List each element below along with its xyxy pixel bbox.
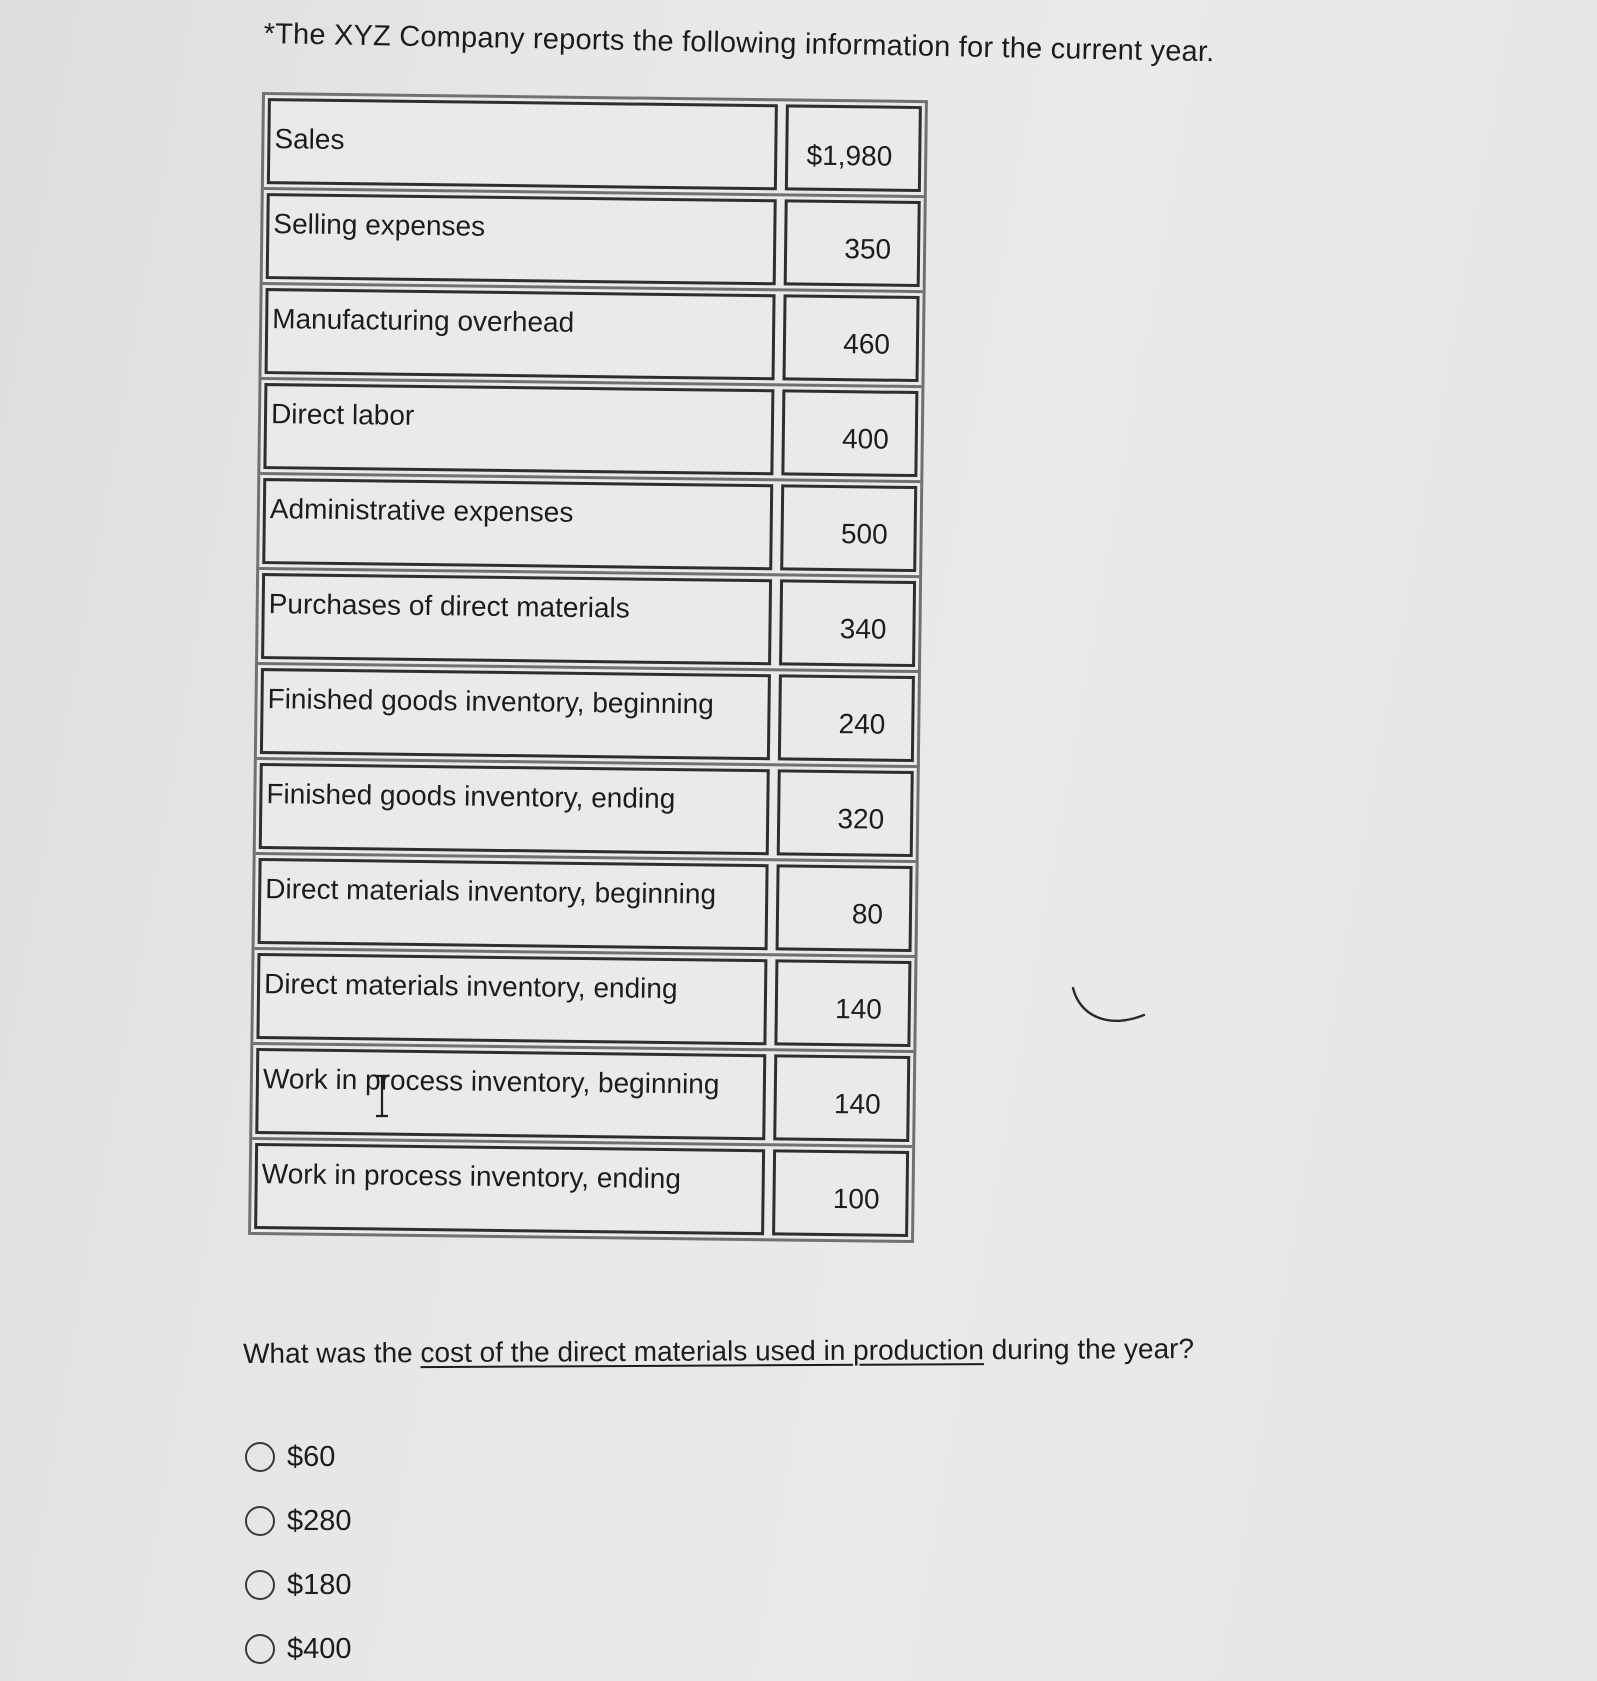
option-label[interactable]: $400 xyxy=(287,1632,352,1665)
row-label: Direct labor xyxy=(263,383,774,475)
row-value: 320 xyxy=(777,769,914,857)
table-row xyxy=(256,760,917,863)
radio-button[interactable] xyxy=(245,1506,275,1536)
pen-mark-icon xyxy=(1070,985,1146,1031)
table-row xyxy=(260,380,921,483)
question-text xyxy=(243,1333,1194,1370)
row-label: Direct materials inventory, beginning xyxy=(258,858,769,950)
table-row xyxy=(258,570,919,673)
question-emphasis: cost of the direct materials used in production xyxy=(420,1334,984,1369)
question-intro: *The XYZ Company reports the following information for the current year. xyxy=(263,18,1215,69)
table-row xyxy=(259,475,920,578)
row-label: Work in process inventory, ending xyxy=(254,1143,765,1235)
text-cursor-icon xyxy=(372,1074,392,1118)
row-label: Work in process inventory, beginning xyxy=(255,1048,766,1140)
table-row xyxy=(257,665,918,768)
radio-button[interactable] xyxy=(245,1442,275,1472)
row-value: 350 xyxy=(784,199,921,287)
table-row xyxy=(251,1140,912,1240)
row-value: 400 xyxy=(781,389,918,477)
option-400[interactable] xyxy=(245,1617,352,1681)
row-value: 140 xyxy=(774,959,911,1047)
row-value: 340 xyxy=(779,579,916,667)
question-prefix: What was the xyxy=(243,1337,421,1369)
table-row xyxy=(261,285,922,388)
data-table xyxy=(248,92,928,1243)
table-row xyxy=(263,190,924,293)
row-label: Finished goods inventory, beginning xyxy=(260,668,771,760)
radio-button[interactable] xyxy=(245,1634,275,1664)
option-label[interactable]: $60 xyxy=(287,1440,336,1473)
table-row xyxy=(253,950,914,1053)
question-suffix: during the year? xyxy=(983,1333,1195,1366)
table-row xyxy=(255,855,916,958)
option-label[interactable]: $180 xyxy=(287,1568,352,1601)
option-280[interactable] xyxy=(245,1489,352,1553)
row-value: 80 xyxy=(776,864,913,952)
radio-button[interactable] xyxy=(245,1570,275,1600)
option-180[interactable] xyxy=(245,1553,352,1617)
row-value: 500 xyxy=(780,484,917,572)
row-value: 100 xyxy=(772,1149,909,1237)
table-row xyxy=(252,1045,913,1148)
row-label: Administrative expenses xyxy=(262,478,773,570)
row-label: Manufacturing overhead xyxy=(265,288,776,380)
option-label[interactable]: $280 xyxy=(287,1504,352,1537)
answer-options xyxy=(245,1425,352,1681)
row-label: Purchases of direct materials xyxy=(261,573,772,665)
row-label: Selling expenses xyxy=(266,193,777,285)
row-value: $1,980 xyxy=(785,104,922,192)
row-value: 140 xyxy=(773,1054,910,1142)
row-value: 460 xyxy=(783,294,920,382)
table-row xyxy=(264,95,925,198)
row-label: Finished goods inventory, ending xyxy=(259,763,770,855)
option-60[interactable] xyxy=(245,1425,352,1489)
row-label: Direct materials inventory, ending xyxy=(256,953,767,1045)
row-label: Sales xyxy=(267,98,778,190)
row-value: 240 xyxy=(778,674,915,762)
